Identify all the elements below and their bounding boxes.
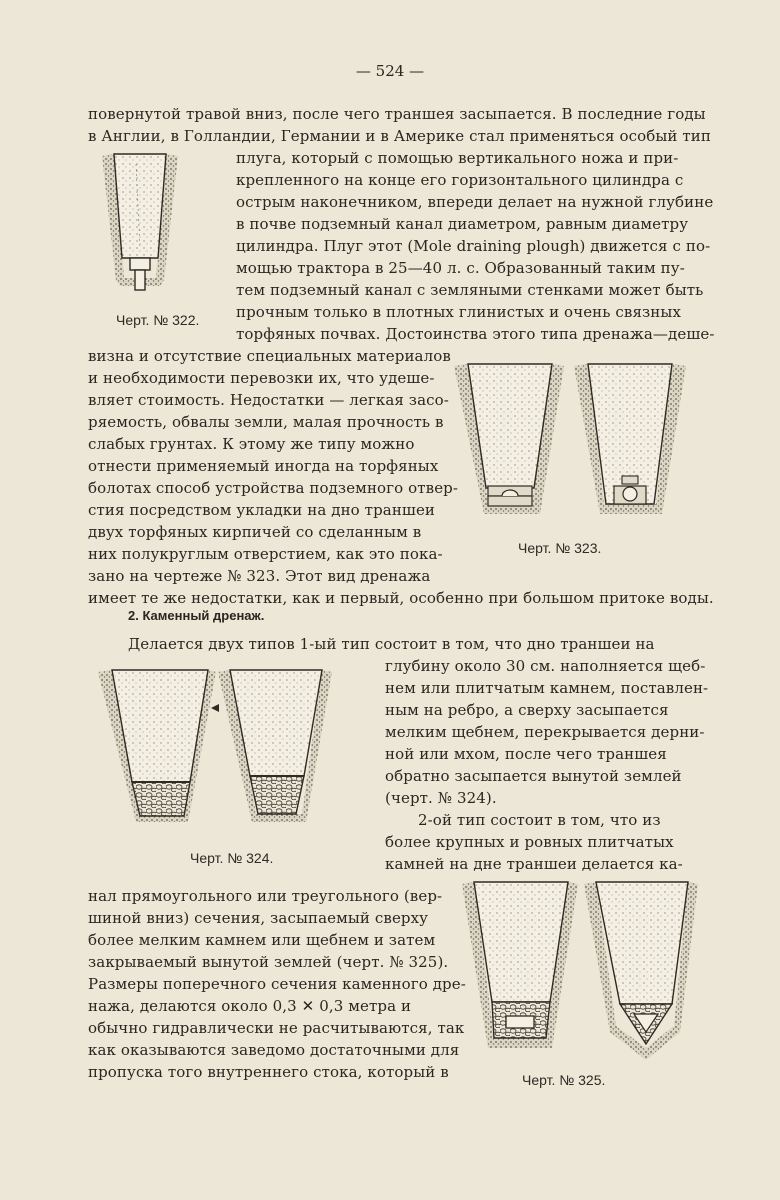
text-line: визна и отсутствие специальных материалов [88, 347, 451, 365]
text-line: цилиндра. Плуг этот (Mole draining plough) движется с по- [236, 237, 711, 255]
text-line: тем подземный канал с земляными стенками может быть [236, 281, 704, 299]
text-line: более мелким камнем или щебнем и затем [88, 931, 436, 949]
text-line: имеет те же недостатки, как и первый, особенно при большом притоке воды. [88, 589, 714, 607]
text-line: ряемость, обвалы земли, малая прочность в [88, 413, 444, 431]
text-line: крепленного на конце его горизонтального цилиндра с [236, 171, 684, 189]
figure-324-caption: Черт. № 324. [190, 850, 274, 866]
text-line: отнести применяемый иногда на торфяных [88, 457, 439, 475]
text-line: прочным только в плотных глинистых и очень связных [236, 303, 682, 321]
section-heading: 2. Каменный дренаж. [128, 608, 265, 623]
text-line: слабых грунтах. К этому же типу можно [88, 435, 415, 453]
text-line: ной или мхом, после чего траншея [385, 745, 667, 763]
text-line: двух торфяных кирпичей со сделанным в [88, 523, 422, 541]
figure-323 [450, 358, 690, 530]
text-line: и необходимости перевозки их, что удеше- [88, 369, 435, 387]
text-line: обратно засыпается вынутой землей [385, 767, 682, 785]
text-line: острым наконечником, впереди делает на нужной глубине [236, 193, 714, 211]
text-line: нажа, делаются около 0,3 ✕ 0,3 метра и [88, 997, 412, 1015]
text-line: ным на ребро, а сверху засыпается [385, 701, 669, 719]
text-line: камней на дне траншеи делается ка- [385, 855, 683, 873]
text-line: болотах способ устройства подземного отвер- [88, 479, 459, 497]
text-line: плуга, который с помощью вертикального ножа и при- [236, 149, 679, 167]
text-line: торфяных почвах. Достоинства этого типа дренажа—деше- [236, 325, 715, 343]
text-line: зано на чертеже № 323. Этот вид дренажа [88, 567, 431, 585]
text-line: 2-ой тип состоит в том, что из [418, 811, 661, 829]
figure-325-caption: Черт. № 325. [522, 1072, 606, 1088]
text-line: мощью трактора в 25—40 л. с. Образованный таким пу- [236, 259, 685, 277]
text-line: Размеры поперечного сечения каменного дре- [88, 975, 466, 993]
figure-322 [100, 148, 220, 298]
text-line: в Англии, в Голландии, Германии и в Америке стал применяться особый тип [88, 127, 711, 145]
text-line: нал прямоугольного или треугольного (вер- [88, 887, 443, 905]
text-line: вляет стоимость. Недостатки — легкая засо- [88, 391, 449, 409]
text-line: более крупных и ровных плитчатых [385, 833, 674, 851]
text-line: (черт. № 324). [385, 789, 497, 807]
text-line: нем или плитчатым камнем, поставлен- [385, 679, 709, 697]
text-line: обычно гидравлически не расчитываются, так [88, 1019, 465, 1037]
text-line: шиной вниз) сечения, засыпаемый сверху [88, 909, 429, 927]
figure-322-caption: Черт. № 322. [116, 312, 200, 328]
text-line: пропуска того внутреннего стока, который в [88, 1063, 449, 1081]
page-number: — 524 — [355, 62, 425, 80]
text-line: мелким щебнем, перекрывается дерни- [385, 723, 705, 741]
figure-325 [460, 876, 700, 1062]
text-line: них полукруглым отверстием, как это пока- [88, 545, 443, 563]
text-line: как оказываются заведомо достаточными для [88, 1041, 460, 1059]
text-line: Делается двух типов 1-ый тип состоит в том, что дно траншеи на [128, 635, 655, 653]
text-line: повернутой травой вниз, после чего траншея засыпается. В последние годы [88, 105, 706, 123]
text-line: стия посредством укладки на дно траншеи [88, 501, 436, 519]
text-line: закрываемый вынутой землей (черт. № 325). [88, 953, 449, 971]
figure-323-caption: Черт. № 323. [518, 540, 602, 556]
text-line: глубину около 30 см. наполняется щеб- [385, 657, 706, 675]
text-line: в почве подземный канал диаметром, равным диаметру [236, 215, 689, 233]
figure-324 [96, 664, 334, 836]
